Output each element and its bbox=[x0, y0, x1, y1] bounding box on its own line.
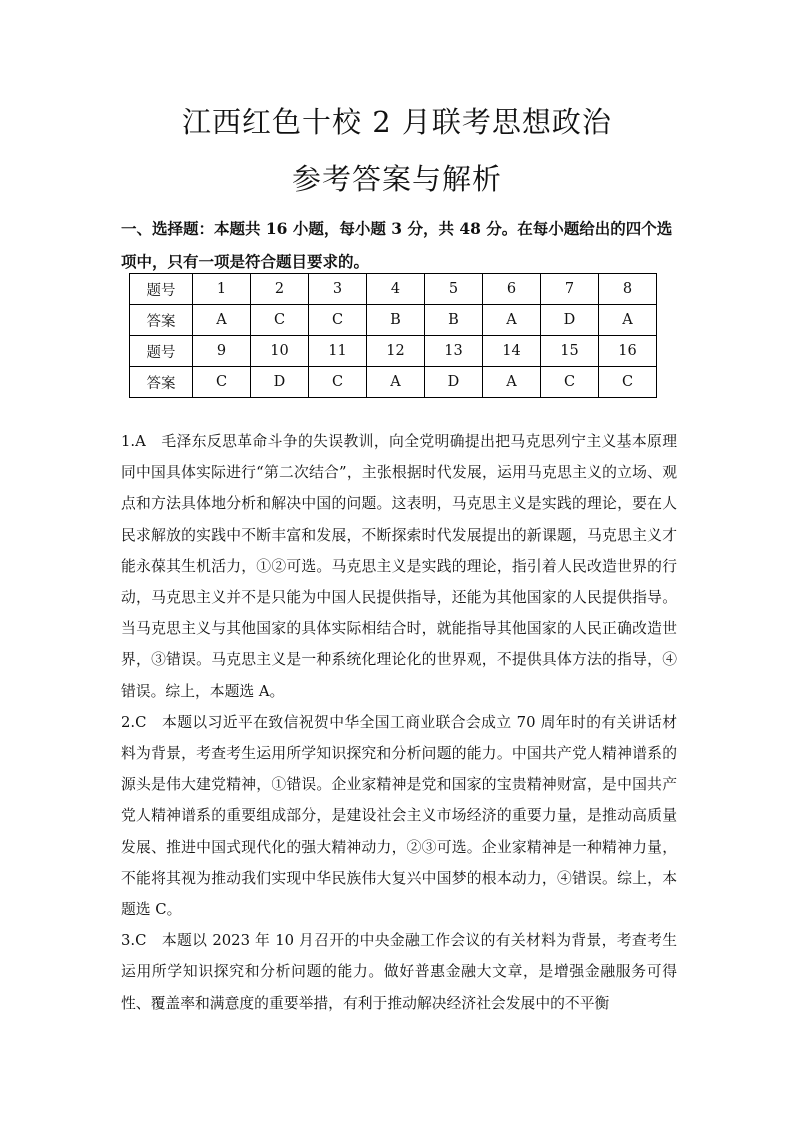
table-cell: C bbox=[193, 367, 251, 398]
table-cell: 13 bbox=[425, 336, 483, 367]
table-cell: D bbox=[541, 305, 599, 336]
table-cell: A bbox=[367, 367, 425, 398]
table-cell: B bbox=[367, 305, 425, 336]
table-cell: 11 bbox=[309, 336, 367, 367]
table-cell: C bbox=[251, 305, 309, 336]
table-row bbox=[130, 367, 657, 398]
table-cell: 16 bbox=[599, 336, 657, 367]
row-label: 答案 bbox=[130, 305, 193, 336]
table-cell: 12 bbox=[367, 336, 425, 367]
table-cell: C bbox=[541, 367, 599, 398]
document-subtitle: 参考答案与解析 bbox=[291, 162, 502, 196]
row-label: 题号 bbox=[130, 274, 193, 305]
table-cell: 9 bbox=[193, 336, 251, 367]
table-row bbox=[130, 336, 657, 367]
section-heading: 一、选择题：本题共 16 小题，每小题 3 分，共 48 分。在每小题给出的四个选项中，只有一项是符合题目要求的。 bbox=[121, 219, 673, 271]
document-title: 江西红色十校 2 月联考思想政治 bbox=[182, 105, 612, 139]
table-cell: C bbox=[309, 367, 367, 398]
table-cell: 15 bbox=[541, 336, 599, 367]
explanation-paragraph: 1.A 毛泽东反思革命斗争的失误教训，向全党明确提出把马克思列宁主义基本原理同中国具体实际进行“第二次结合”，主张根据时代发展，运用马克思主义的立场、观点和方法具体地分析和解决中国的问题。这表明，马克思主义是实践的理论，要在人民求解放的实践中不断丰富和发展，不断探索时代发展提出的新课题，马克思主义才能永葆其生机活力，①②可选。马克思主义是实践的理论，指引着人民改造世界的行动，马克思主义并不是只能为中国人民提供指导，还能为其他国家的人民提供指导。当马克思主义与其他国家的具体实际相结合时，就能指导其他国家的人民正确改造世界，③错误。马克思主义是一种系统化理论化的世界观，不提供具体方法的指导，④错误。综上，本题选 A。 bbox=[121, 433, 677, 700]
explanations bbox=[121, 426, 677, 1019]
table-cell: 8 bbox=[599, 274, 657, 305]
table-cell: A bbox=[193, 305, 251, 336]
table-cell: C bbox=[309, 305, 367, 336]
table-cell: 3 bbox=[309, 274, 367, 305]
table-cell: 7 bbox=[541, 274, 599, 305]
table-cell: 14 bbox=[483, 336, 541, 367]
table-cell: 2 bbox=[251, 274, 309, 305]
table-row bbox=[130, 274, 657, 305]
table-cell: A bbox=[599, 305, 657, 336]
table-cell: B bbox=[425, 305, 483, 336]
table-cell: 4 bbox=[367, 274, 425, 305]
explanation-paragraph: 2.C 本题以习近平在致信祝贺中华全国工商业联合会成立 70 周年时的有关讲话材料为背景，考查考生运用所学知识探究和分析问题的能力。中国共产党人精神谱系的源头是伟大建党精神，①错误。企业家精神是党和国家的宝贵精神财富，是中国共产党人精神谱系的重要组成部分，是建设社会主义市场经济的重要力量，是推动高质量发展、推进中国式现代化的强大精神动力，②③可选。企业家精神是一种精神力量，不能将其视为推动我们实现中华民族伟大复兴中国梦的根本动力，④错误。综上，本题选 C。 bbox=[121, 713, 677, 919]
table-cell: A bbox=[483, 367, 541, 398]
table-cell: 1 bbox=[193, 274, 251, 305]
table-cell: A bbox=[483, 305, 541, 336]
table-row bbox=[130, 305, 657, 336]
table-cell: 5 bbox=[425, 274, 483, 305]
row-label: 答案 bbox=[130, 367, 193, 398]
answer-table bbox=[129, 273, 657, 398]
table-cell: D bbox=[251, 367, 309, 398]
table-cell: C bbox=[599, 367, 657, 398]
table-cell: 10 bbox=[251, 336, 309, 367]
table-cell: D bbox=[425, 367, 483, 398]
table-cell: 6 bbox=[483, 274, 541, 305]
explanation-paragraph: 3.C 本题以 2023 年 10 月召开的中央金融工作会议的有关材料为背景，考查考生运用所学知识探究和分析问题的能力。做好普惠金融大文章，是增强金融服务可得性、覆盖率和满意度的重要举措，有利于推动解决经济社会发展中的不平衡 bbox=[121, 932, 677, 1012]
row-label: 题号 bbox=[130, 336, 193, 367]
